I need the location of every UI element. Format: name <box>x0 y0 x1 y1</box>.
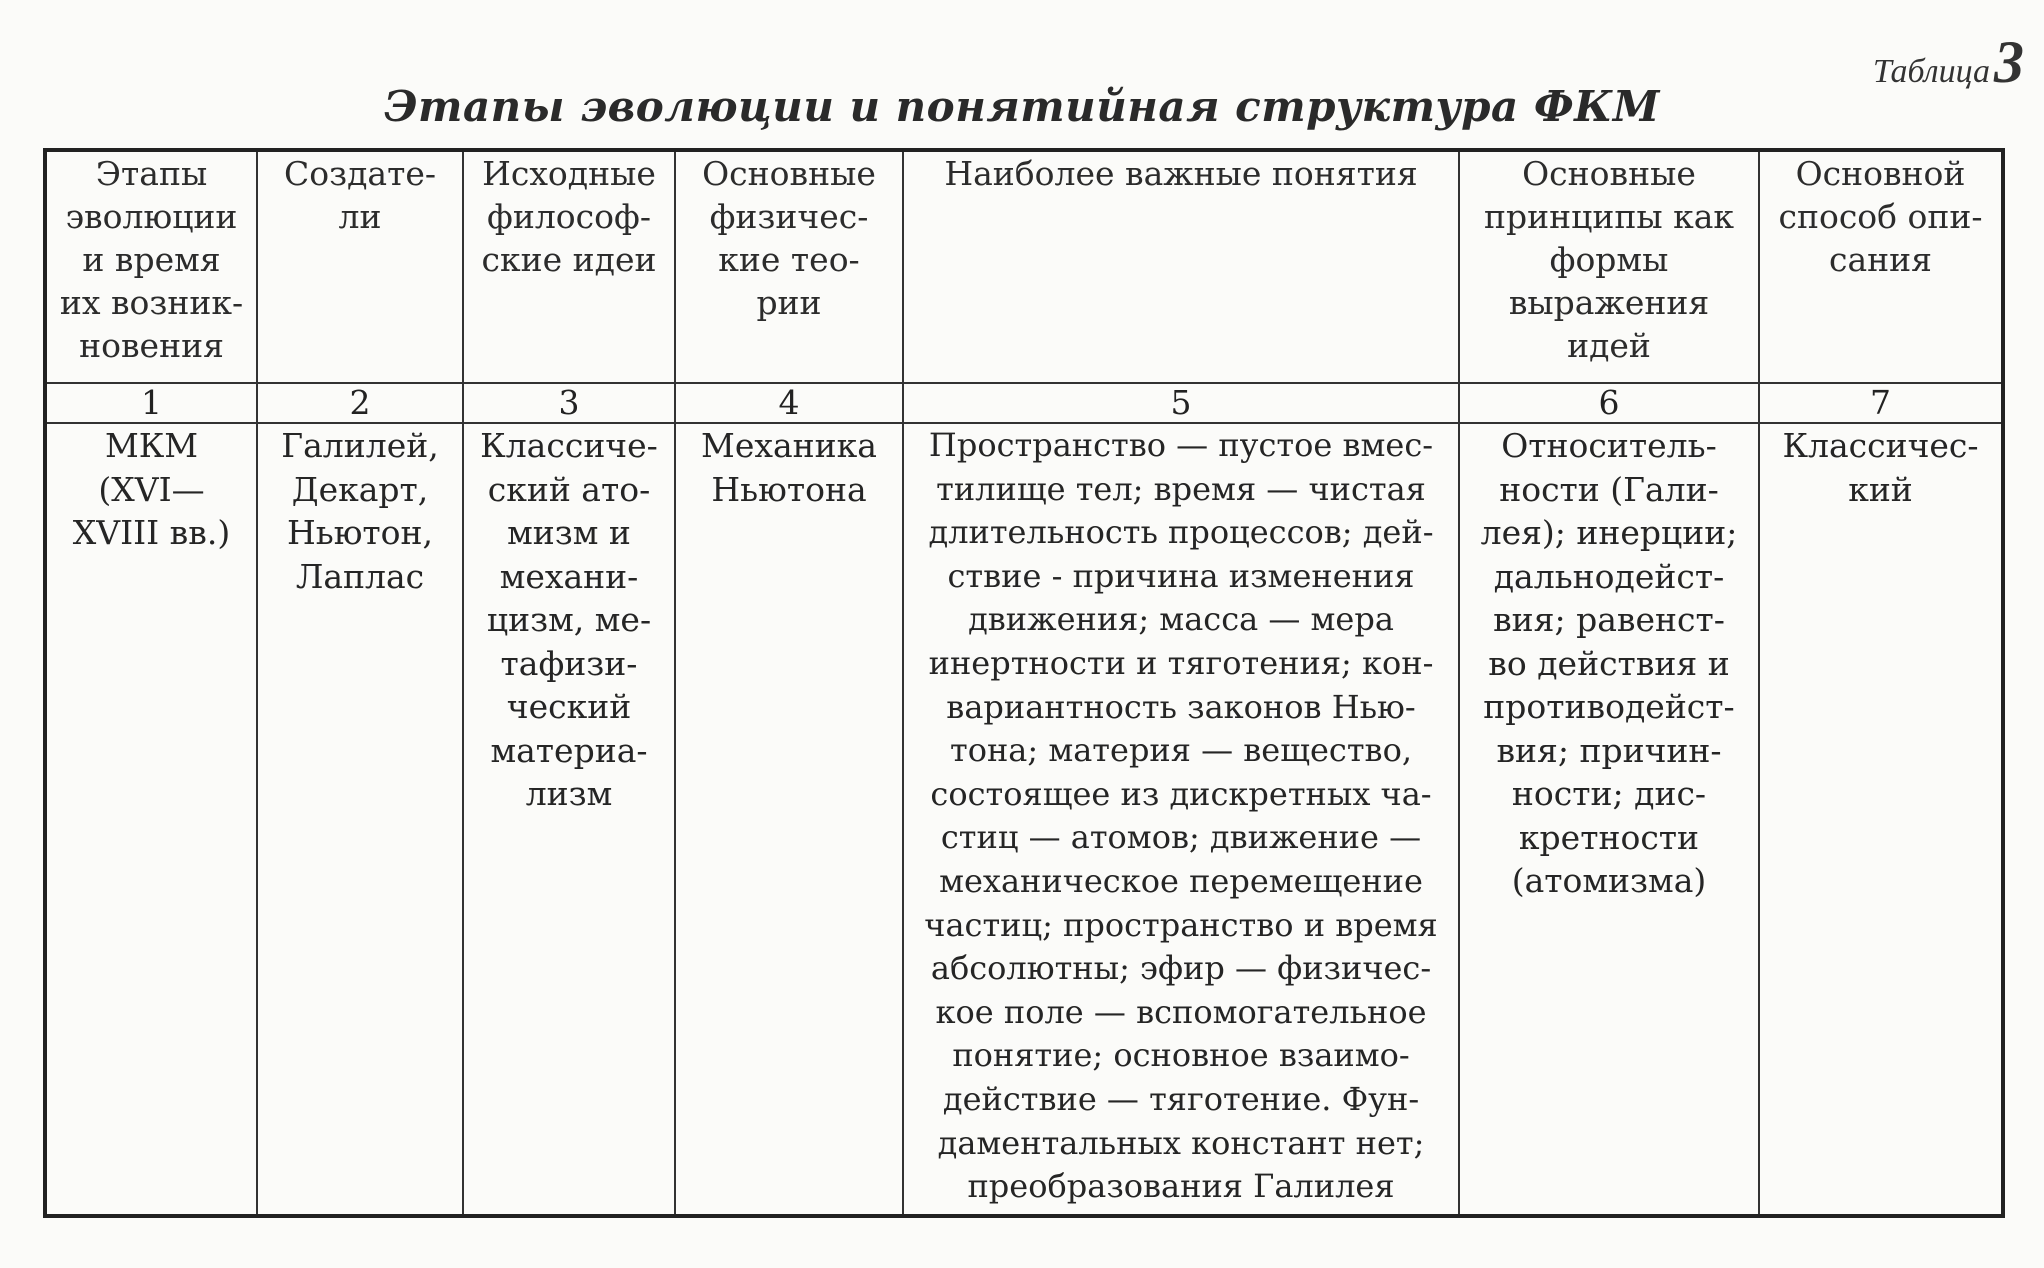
cell-line: ческий <box>506 687 632 726</box>
header-cell-6 <box>1459 150 1759 383</box>
header-cell-2 <box>257 150 463 383</box>
cell-line: инертности и тяготения; кон- <box>928 643 1434 682</box>
cell-line: XVIII вв.) <box>72 513 231 552</box>
cell-creators <box>257 423 463 1216</box>
cell-line: цизм, ме- <box>486 600 652 639</box>
cell-line: частиц; пространство и время <box>924 905 1438 944</box>
cell-line: длительность процессов; дей- <box>928 513 1434 552</box>
header-cell-1 <box>45 150 257 383</box>
cell-line: противодейст- <box>1483 687 1735 726</box>
cell-line: механи- <box>499 556 639 596</box>
table-number: 3 <box>1994 29 2024 95</box>
table-row-mkm <box>45 423 2003 1216</box>
cell-line: стиц — атомов; движение — <box>940 818 1422 857</box>
cell-line: способ опи- <box>1778 197 1983 236</box>
cell-line: Основные <box>702 154 876 193</box>
cell-line: лизм <box>525 774 613 813</box>
cell-line: Создате- <box>283 154 437 193</box>
cell-line: ли <box>338 197 382 236</box>
cell-line: действие — тяготение. Фун- <box>942 1079 1420 1118</box>
cell-line: преобразования Галилея <box>967 1167 1395 1206</box>
cell-line: кое поле — вспомогательное <box>935 992 1427 1031</box>
column-number: 1 <box>45 383 257 423</box>
header-cell-3 <box>463 150 675 383</box>
cell-line: тафизи- <box>500 643 638 683</box>
cell-line: вия; причин- <box>1496 730 1722 770</box>
cell-line: Этапы <box>95 154 208 193</box>
cell-line: эволюции <box>65 197 238 236</box>
header-cell-4 <box>675 150 903 383</box>
column-number-row <box>45 383 2003 423</box>
cell-line: понятие; основное взаимо- <box>952 1036 1410 1075</box>
header-cell-5 <box>903 150 1459 383</box>
cell-line: кие тео- <box>718 240 860 279</box>
cell-line: ствие - причина изменения <box>947 556 1415 595</box>
column-number: 4 <box>675 383 903 423</box>
cell-line: принципы как <box>1484 197 1734 236</box>
cell-line: философ- <box>487 197 651 236</box>
cell-line: во действия и <box>1488 643 1730 683</box>
column-number: 7 <box>1759 383 2003 423</box>
cell-line: движения; масса — мера <box>968 600 1394 639</box>
header-cell-7 <box>1759 150 2003 383</box>
table-label-text: Таблица <box>1872 53 1990 90</box>
cell-principles <box>1459 423 1759 1216</box>
cell-line: вариантность законов Нью- <box>946 687 1416 726</box>
cell-line: механическое перемещение <box>939 861 1423 900</box>
cell-line: ности (Гали- <box>1499 469 1719 509</box>
cell-line: формы <box>1549 240 1669 279</box>
cell-line: Ньютон, <box>286 513 434 552</box>
column-number: 2 <box>257 383 463 423</box>
cell-line: абсолютны; эфир — физичес- <box>930 949 1432 988</box>
cell-line: лея); инерции; <box>1480 513 1738 552</box>
cell-line: новения <box>79 326 224 365</box>
cell-line: ский ато- <box>487 469 651 509</box>
cell-line: идей <box>1567 326 1651 365</box>
cell-line: Галилей, <box>281 426 439 465</box>
column-number: 6 <box>1459 383 1759 423</box>
cell-line: ности; дис- <box>1511 774 1707 813</box>
cell-line: Классиче- <box>480 426 658 465</box>
cell-line: МКМ <box>104 426 199 465</box>
cell-line: вия; равенст- <box>1493 600 1725 639</box>
cell-line: (атомизма) <box>1511 861 1707 900</box>
cell-line: тона; материя — вещество, <box>950 731 1412 770</box>
cell-description-method <box>1759 423 2003 1216</box>
cell-line: состоящее из дискретных ча- <box>930 774 1432 813</box>
cell-line: Декарт, <box>291 469 429 509</box>
cell-physical-theories <box>675 423 903 1216</box>
cell-line: мизм и <box>507 513 631 552</box>
cell-line: тилище тел; время — чистая <box>936 469 1426 508</box>
cell-philosophical-ideas <box>463 423 675 1216</box>
cell-line: Основной <box>1795 154 1966 193</box>
cell-line: (XVI— <box>98 469 205 509</box>
column-number: 3 <box>463 383 675 423</box>
cell-line: физичес- <box>709 197 869 236</box>
concepts-table <box>43 148 2005 1218</box>
cell-stage <box>45 423 257 1216</box>
cell-line: их возник- <box>59 283 244 322</box>
cell-line: выражения <box>1508 283 1710 322</box>
cell-line: даментальных констант нет; <box>937 1123 1425 1162</box>
cell-line: рии <box>756 283 822 322</box>
cell-line: Механика <box>701 426 877 465</box>
column-number: 5 <box>903 383 1459 423</box>
cell-line: Наиболее важные понятия <box>944 154 1418 193</box>
cell-line: материа- <box>490 730 648 770</box>
cell-line: ские идеи <box>481 240 657 279</box>
cell-line: и время <box>82 240 221 279</box>
cell-line: Ньютона <box>711 469 867 509</box>
cell-line: Классичес- <box>1782 426 1979 465</box>
cell-line: Пространство — пустое вмес- <box>928 426 1434 464</box>
cell-line: сания <box>1829 240 1932 279</box>
cell-line: кий <box>1848 469 1913 509</box>
cell-line: Исходные <box>482 154 656 193</box>
cell-key-concepts <box>903 423 1459 1216</box>
cell-line: Основные <box>1522 154 1696 193</box>
cell-line: Лаплас <box>295 556 425 596</box>
cell-line: кретности <box>1518 817 1700 857</box>
cell-line: дальнодейст- <box>1493 556 1725 596</box>
cell-line: Относитель- <box>1501 426 1717 465</box>
table-title: Этапы эволюции и понятийная структура ФКМ <box>384 82 1660 131</box>
header-row <box>45 150 2003 383</box>
